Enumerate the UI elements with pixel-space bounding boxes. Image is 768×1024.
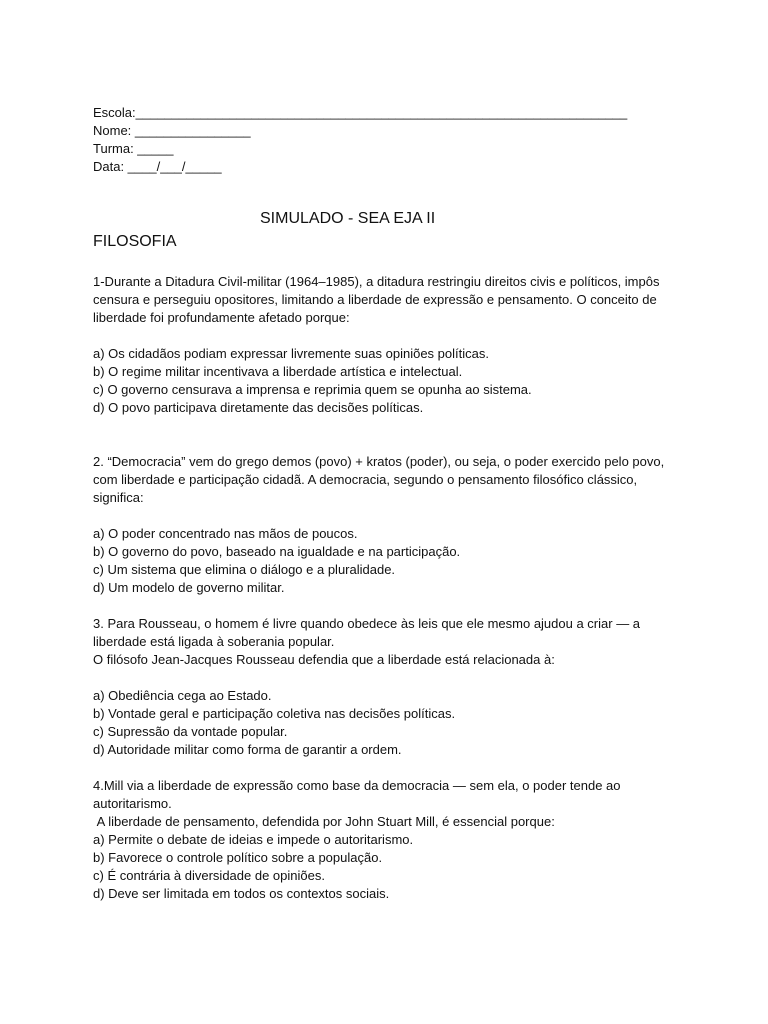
option-d: d) Autoridade militar como forma de garantir a ordem. [93, 742, 402, 757]
option-b: b) Favorece o controle político sobre a população. [93, 850, 383, 865]
option-b: b) O regime militar incentivava a liberdade artística e intelectual. [93, 364, 463, 379]
question-stem [93, 777, 683, 831]
turma-field: Turma: _____ [93, 141, 174, 156]
option-a: a) O poder concentrado nas mãos de poucos. [93, 526, 358, 541]
option-c: c) O governo censurava a imprensa e reprimia quem se opunha ao sistema. [93, 382, 532, 397]
stem-paragraph: O filósofo Jean-Jacques Rousseau defendia que a liberdade está relacionada à: [93, 652, 555, 667]
option-d: d) Um modelo de governo militar. [93, 580, 285, 595]
option-b: b) O governo do povo, baseado na igualdade e na participação. [93, 544, 461, 559]
nome-field: Nome: ________________ [93, 123, 251, 138]
document-title: SIMULADO - SEA EJA II [260, 210, 436, 227]
stem-paragraph: 2. “Democracia” vem do grego demos (povo) + kratos (poder), ou seja, o poder exercido pelo povo, com liberdade e participação cidadã. A democracia, segundo o pensamento filosófico clássico, significa: [93, 454, 665, 505]
stem-paragraph: 3. Para Rousseau, o homem é livre quando obedece às leis que ele mesmo ajudou a criar — a liberdade está ligada à soberania popular. [93, 616, 641, 649]
stem-paragraph: 4.Mill via a liberdade de expressão como base da democracia — sem ela, o poder tende ao autoritarismo. [93, 778, 621, 811]
option-c: c) Um sistema que elimina o diálogo e a pluralidade. [93, 562, 396, 577]
option-d: d) O povo participava diretamente das decisões políticas. [93, 400, 424, 415]
stem-paragraph: 1-Durante a Ditadura Civil-militar (1964–1985), a ditadura restringiu direitos civis e políticos, impôs censura e perseguiu opositores, limitando a liberdade de expressão e pensamento. O conceito de liberdade foi profundamente afetado porque: [93, 274, 660, 325]
subject-heading: FILOSOFIA [93, 233, 177, 250]
option-b: b) Vontade geral e participação coletiva nas decisões políticas. [93, 706, 456, 721]
answer-options [93, 525, 683, 597]
question-stem [93, 615, 683, 669]
answer-options [93, 687, 683, 759]
option-c: c) Supressão da vontade popular. [93, 724, 288, 739]
escola-field: Escola:____________________________________________________________________ [93, 105, 628, 120]
questions-list [93, 273, 683, 903]
option-a: a) Obediência cega ao Estado. [93, 688, 272, 703]
option-c: c) É contrária à diversidade de opiniões. [93, 868, 325, 883]
question-stem [93, 273, 683, 327]
option-a: a) Os cidadãos podiam expressar livremente suas opiniões políticas. [93, 346, 489, 361]
answer-options [93, 831, 683, 903]
question-3 [93, 615, 683, 759]
data-field: Data: ____/___/_____ [93, 159, 222, 174]
stem-paragraph: A liberdade de pensamento, defendida por John Stuart Mill, é essencial porque: [93, 814, 555, 829]
question-stem [93, 453, 683, 507]
option-d: d) Deve ser limitada em todos os contextos sociais. [93, 886, 390, 901]
header-fields [93, 104, 627, 176]
option-a: a) Permite o debate de ideias e impede o autoritarismo. [93, 832, 414, 847]
answer-options [93, 345, 683, 417]
question-1 [93, 273, 683, 417]
question-2 [93, 453, 683, 597]
question-4 [93, 777, 683, 903]
